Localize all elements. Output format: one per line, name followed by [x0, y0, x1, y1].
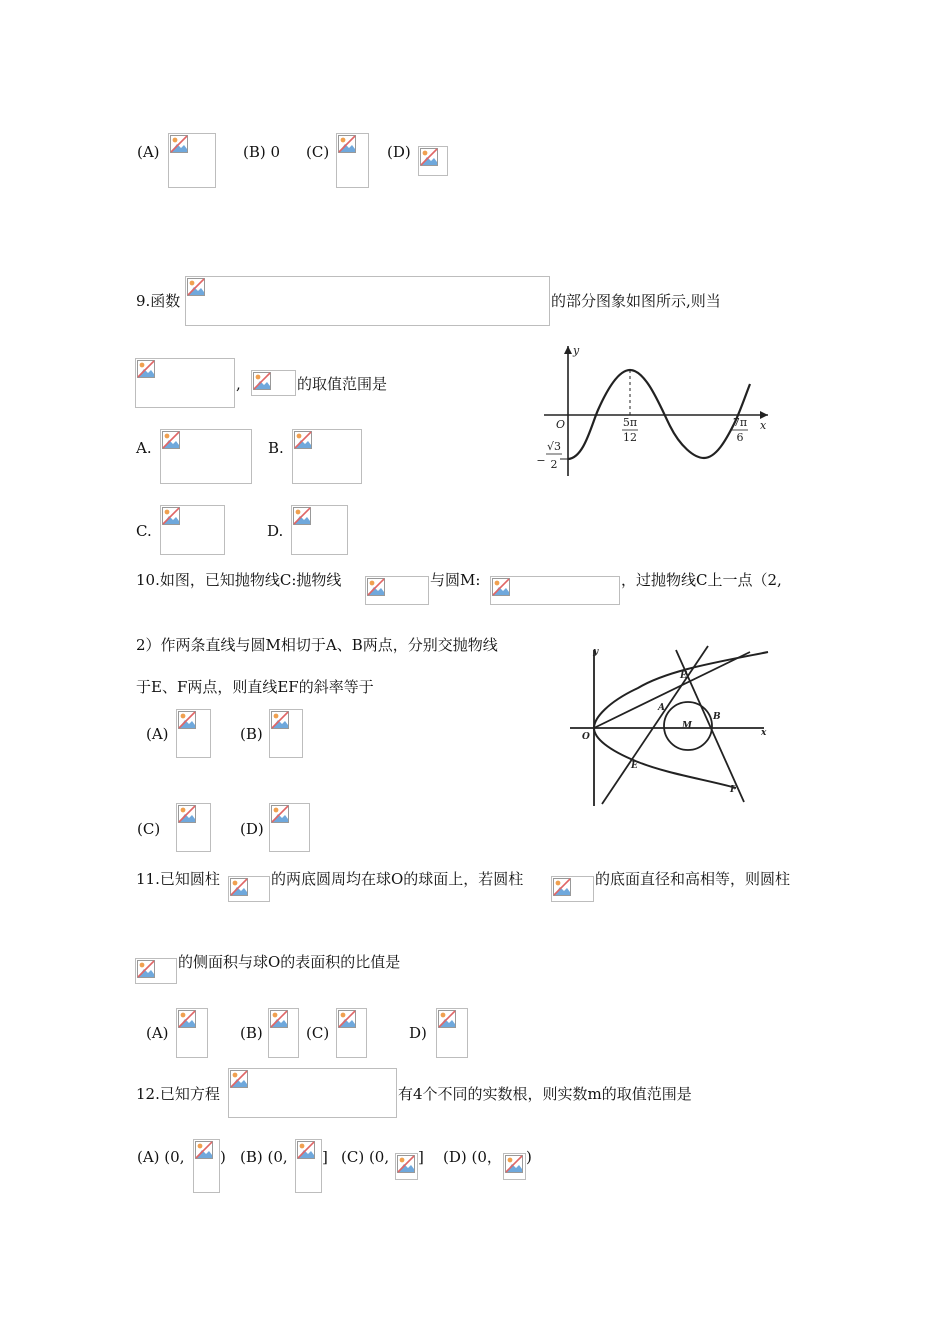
- q9-option-d-label: D.: [267, 522, 284, 540]
- q12-option-d-label: (D) (0，: [443, 1148, 502, 1166]
- broken-image-icon: [367, 578, 385, 596]
- q10-stem-line3: 于E、F两点，则直线EF的斜率等于: [136, 678, 374, 696]
- q8-option-a-label: (A): [137, 143, 160, 161]
- q11-stem-line2: 的侧面积与球O的表面积的比值是: [178, 953, 401, 971]
- fig-point-e-top: E: [680, 671, 687, 681]
- q11-option-a-label: (A): [146, 1024, 169, 1042]
- broken-image-icon: [420, 148, 438, 166]
- broken-image-icon: [195, 1141, 213, 1159]
- y-axis-arrow: [564, 346, 572, 354]
- q10-stem-line2: 2）作两条直线与圆M相切于A、B两点，分别交抛物线: [136, 636, 498, 654]
- q11-option-a-image: [176, 1008, 208, 1058]
- q9-variable-image: [251, 370, 296, 396]
- broken-image-icon: [178, 805, 196, 823]
- broken-image-icon: [178, 1010, 196, 1028]
- q9-option-a-image: [160, 429, 252, 484]
- graph-origin-label: O: [556, 418, 566, 431]
- q12-option-c-close: ]: [418, 1148, 424, 1166]
- tick-7pi-den: 6: [736, 431, 744, 444]
- q12-option-a-close: ): [220, 1148, 226, 1166]
- q11-cylinder-image-1: [228, 876, 270, 902]
- broken-image-icon: [253, 372, 271, 390]
- fig-point-f: F: [730, 785, 737, 795]
- q11-option-c-image: [336, 1008, 367, 1058]
- q12-option-a-label: (A) (0,: [137, 1148, 185, 1166]
- q9-stem-line2: 的取值范围是: [297, 375, 388, 393]
- q10-stem-c: ，过抛物线C上一点（2,: [621, 571, 782, 589]
- neg-den: 2: [550, 458, 558, 471]
- broken-image-icon: [338, 1010, 356, 1028]
- broken-image-icon: [230, 1070, 248, 1088]
- broken-image-icon: [297, 1141, 315, 1159]
- fig-point-b: B: [713, 712, 721, 722]
- q10-parabola-circle-figure: [568, 640, 776, 808]
- q9-option-d-image: [291, 505, 348, 555]
- q12-stem-b: 有4个不同的实数根，则实数m的取值范围是: [398, 1085, 692, 1103]
- q9-option-c-image: [160, 505, 225, 555]
- graph-y-label: y: [573, 344, 580, 357]
- q8-option-d-image: [418, 146, 448, 176]
- tick-7pi-num: 7π: [732, 416, 748, 429]
- q10-option-b-image: [269, 709, 303, 758]
- q8-option-d-label: (D): [387, 143, 411, 161]
- fig-point-m: M: [682, 721, 692, 731]
- q12-option-c-image: [395, 1153, 418, 1180]
- q12-option-b-label: (B) (0,: [240, 1148, 288, 1166]
- tick-5pi-num: 5π: [622, 416, 638, 429]
- q9-function-image: [185, 276, 550, 326]
- q10-stem-b: 与圆M:: [430, 571, 481, 589]
- fig-x-label: x: [761, 728, 767, 738]
- q12-option-c-label: (C) (0,: [341, 1148, 390, 1166]
- q12-option-d-image: [503, 1153, 526, 1180]
- broken-image-icon: [170, 135, 188, 153]
- q11-stem-b: 的两底圆周均在球O的球面上，若圆柱: [271, 870, 524, 888]
- fig-y-label: y: [593, 647, 599, 657]
- q9-option-c-label: C.: [136, 522, 152, 540]
- q11-stem-a: 11.已知圆柱: [136, 870, 220, 888]
- broken-image-icon: [553, 878, 571, 896]
- q12-option-a-image: [193, 1139, 220, 1193]
- q9-stem-prefix: 9.函数: [136, 292, 181, 310]
- broken-image-icon: [271, 711, 289, 729]
- fig-point-e: E: [631, 761, 638, 771]
- broken-image-icon: [438, 1010, 456, 1028]
- broken-image-icon: [271, 805, 289, 823]
- neg-sqrt3: √3: [546, 440, 562, 453]
- broken-image-icon: [137, 960, 155, 978]
- q11-stem-c: 的底面直径和高相等，则圆柱: [595, 870, 791, 888]
- q10-stem-a: 10.如图，已知抛物线C:抛物线: [136, 571, 342, 589]
- broken-image-icon: [187, 278, 205, 296]
- q12-option-b-close: ]: [322, 1148, 328, 1166]
- broken-image-icon: [230, 878, 248, 896]
- q8-option-a-image: [168, 133, 216, 188]
- q10-option-a-image: [176, 709, 211, 758]
- line-ef: [594, 652, 750, 728]
- q9-comma: ,: [236, 375, 241, 393]
- q10-parabola-image: [365, 576, 429, 605]
- q8-option-c-label: (C): [306, 143, 330, 161]
- broken-image-icon: [178, 711, 196, 729]
- graph-x-label: x: [760, 419, 767, 432]
- q11-option-b-label: (B): [240, 1024, 263, 1042]
- tangent-line-1: [602, 646, 708, 804]
- broken-image-icon: [270, 1010, 288, 1028]
- q11-cylinder-image-3: [135, 958, 177, 984]
- q11-option-c-label: (C): [306, 1024, 330, 1042]
- q11-option-d-label: D): [409, 1024, 427, 1042]
- tick-5pi-den: 12: [623, 431, 637, 444]
- q9-stem-suffix: 的部分图象如图所示,则当: [551, 292, 721, 310]
- q11-cylinder-image-2: [551, 876, 594, 902]
- q9-condition-image: [135, 358, 235, 408]
- q10-option-d-label: (D): [240, 820, 264, 838]
- neg-sign: −: [536, 454, 546, 467]
- q8-option-b-label: (B) 0: [243, 143, 281, 161]
- q10-option-c-label: (C): [137, 820, 161, 838]
- broken-image-icon: [505, 1155, 523, 1173]
- x-axis-arrow: [760, 411, 768, 419]
- broken-image-icon: [137, 360, 155, 378]
- q12-stem-a: 12.已知方程: [136, 1085, 220, 1103]
- broken-image-icon: [293, 507, 311, 525]
- q9-option-a-label: A.: [136, 439, 152, 457]
- q10-option-b-label: (B): [240, 725, 263, 743]
- fig-point-a: A: [658, 703, 665, 713]
- broken-image-icon: [162, 431, 180, 449]
- fig-origin-label: O: [582, 732, 590, 742]
- q10-option-c-image: [176, 803, 211, 852]
- q9-sine-graph: [536, 340, 776, 480]
- q9-option-b-image: [292, 429, 362, 484]
- q11-option-b-image: [268, 1008, 299, 1058]
- q10-circle-image: [490, 576, 620, 605]
- broken-image-icon: [162, 507, 180, 525]
- broken-image-icon: [338, 135, 356, 153]
- broken-image-icon: [294, 431, 312, 449]
- broken-image-icon: [397, 1155, 415, 1173]
- broken-image-icon: [492, 578, 510, 596]
- q12-equation-image: [228, 1068, 397, 1118]
- q10-option-d-image: [269, 803, 310, 852]
- q11-option-d-image: [436, 1008, 468, 1058]
- q8-option-c-image: [336, 133, 369, 188]
- q9-option-b-label: B.: [268, 439, 284, 457]
- q12-option-d-close: ): [526, 1148, 532, 1166]
- q10-option-a-label: (A): [146, 725, 169, 743]
- q12-option-b-image: [295, 1139, 322, 1193]
